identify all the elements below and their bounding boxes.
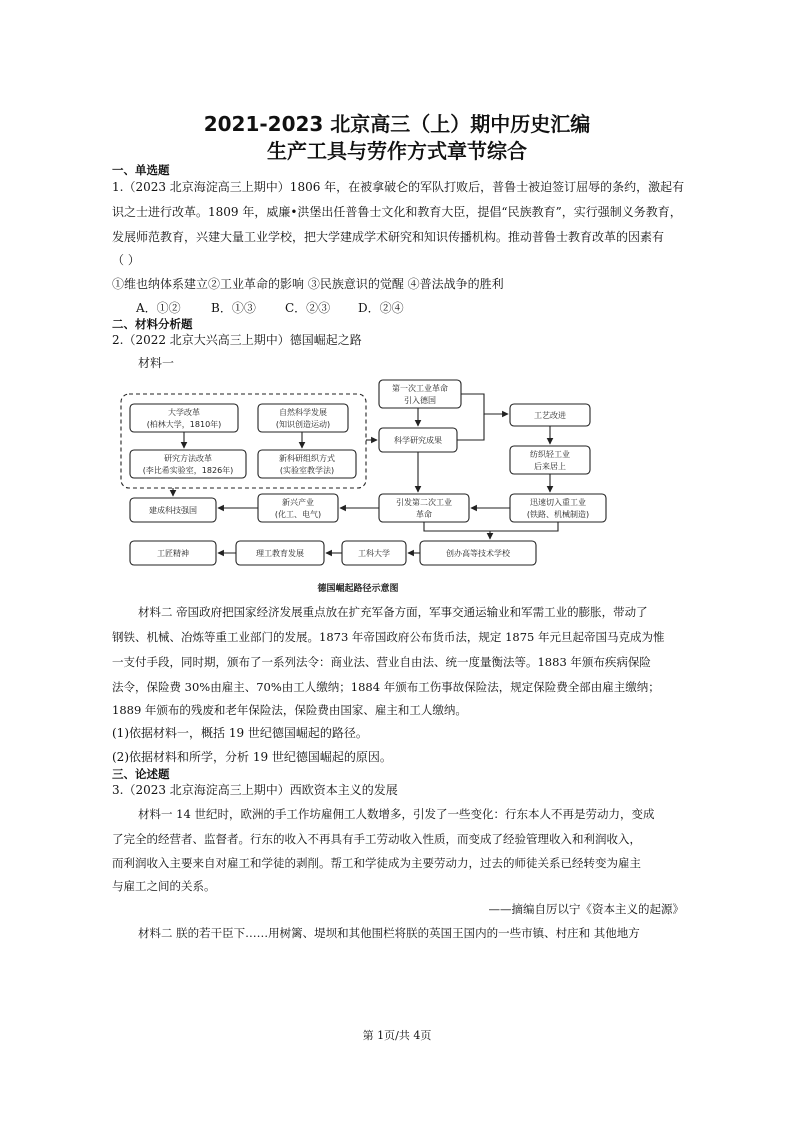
label-science-dev-2: (知识创造运动) [275, 420, 331, 429]
q3-material1-line2: 了完全的经营者、监督者。行东的收入不再具有手工劳动收入性质，而变成了经验管理收入和利润收入， [112, 832, 641, 846]
page-footer: 第 1页/共 4页 [362, 1029, 432, 1042]
label-second-ir-2: 革命 [416, 510, 432, 519]
q2-material2-line5: 1889 年颁布的残废和老年保险法，保险费由国家、雇主和工人缴纳。 [112, 703, 467, 717]
label-research: 科学研究成果 [394, 436, 442, 445]
label-new-method-1: 新科研组织方式 [279, 454, 335, 463]
label-heavy-1: 迅速切入重工业 [530, 498, 586, 507]
q1-option-c: C．②③ [285, 301, 331, 315]
label-eng-univ: 工科大学 [358, 549, 390, 558]
q2-material2-line4: 法令，保险费 30%由雇主、70%由工人缴纳；1884 年颁布工伤事故保险法，规定保险费全部由雇主缴纳； [112, 680, 660, 694]
q3-material1-source: ——摘编自厉以宁《资本主义的起源》 [488, 902, 684, 916]
q3-material1-line1: 材料一 14 世纪时，欧洲的手工作坊雇佣工人数增多，引发了一些变化：行东本人不再是劳动力，变成 [138, 807, 655, 821]
label-method-reform-1: 研究方法改革 [164, 454, 212, 463]
q2-material1-label: 材料一 [138, 356, 175, 370]
label-new-industry-2: (化工、电气) [274, 510, 322, 519]
q2-sub1: (1)依据材料一，概括 19 世纪德国崛起的路径。 [112, 726, 368, 740]
q3-head: 3.（2023 北京海淀高三上期中）西欧资本主义的发展 [112, 783, 398, 797]
q3-material1-line3: 而利润收入主要来自对雇工和学徒的剥削。帮工和学徒成为主要劳动力，过去的师徒关系已经转变为雇主 [112, 856, 641, 870]
label-university-reform-1: 大学改革 [168, 408, 200, 417]
doc-title-line1: 2021-2023 北京高三（上）期中历史汇编 [203, 112, 591, 136]
q2-head: 2.（2022 北京大兴高三上期中）德国崛起之路 [112, 333, 362, 347]
q1-line1: 1.（2023 北京海淀高三上期中）1806 年，在被拿破仑的军队打败后，普鲁士被迫签订屈辱的条约，激起有 [112, 180, 685, 194]
label-textile-2: 后来居上 [534, 462, 566, 471]
q2-material2-line1: 材料二 帝国政府把国家经济发展重点放在扩充军备方面，军事交通运输业和军需工业的膨胀，带动了 [138, 605, 648, 619]
q3-material1-line4: 与雇工之间的关系。 [112, 879, 216, 893]
doc-title-line2: 生产工具与劳作方式章节综合 [267, 139, 527, 163]
q1-option-d: D．②④ [358, 301, 404, 315]
q2-sub2: (2)依据材料和所学，分析 19 世纪德国崛起的原因。 [112, 750, 392, 764]
q1-option-b: B．①③ [211, 301, 256, 315]
label-method-reform-2: (李比希实验室，1826年) [142, 466, 234, 475]
q2-material2-line3: 一支付手段，同时期，颁布了一系列法令：商业法、营业自由法、统一度量衡法等。1883 年颁布疾病保险 [112, 655, 651, 669]
label-new-method-2: (实验室教学法) [279, 466, 335, 475]
q2-material2-line2: 钢铁、机械、冶炼等重工业部门的发展。1873 年帝国政府公布货币法，规定 1875 年元旦起帝国马克成为惟 [112, 630, 665, 644]
q1-line4: （ ） [112, 253, 140, 267]
section-heading-essay: 三、论述题 [112, 767, 170, 781]
label-craft: 工艺改进 [534, 411, 566, 420]
label-first-ir-1: 第一次工业革命 [392, 384, 448, 393]
section-heading-material: 二、材料分析题 [112, 317, 193, 331]
label-sci-edu: 理工教育发展 [256, 549, 304, 558]
q1-line2: 识之士进行改革。1809 年，威廉•洪堡出任普鲁士文化和教育大臣，提倡“民族教育”，实行强制义务教育， [112, 205, 682, 219]
label-textile-1: 纺织轻工业 [530, 450, 570, 459]
diagram-caption: 德国崛起路径示意图 [317, 584, 399, 594]
label-first-ir-2: 引入德国 [404, 396, 436, 405]
label-new-industry-1: 新兴产业 [282, 498, 314, 507]
germany-rise-diagram [118, 376, 618, 598]
q1-items: ①维也纳体系建立②工业革命的影响 ③民族意识的觉醒 ④普法战争的胜利 [112, 277, 504, 291]
label-university-reform-2: (柏林大学，1810年) [146, 420, 222, 429]
label-science-dev-1: 自然科学发展 [279, 408, 327, 417]
label-heavy-2: (铁路、机械制造) [526, 510, 590, 519]
q1-line3: 发展师范教育，兴建大量工业学校，把大学建成学术研究和知识传播机构。推动普鲁士教育改革的因素有 [112, 230, 665, 244]
label-craftsman: 工匠精神 [157, 549, 189, 558]
q1-option-a: A．①② [136, 301, 181, 315]
label-sci-power: 建成科技强国 [149, 506, 197, 515]
section-heading-single-choice: 一、单选题 [112, 163, 170, 177]
label-second-ir-1: 引发第二次工业 [396, 498, 452, 507]
label-tech-schools: 创办高等技术学校 [446, 549, 510, 558]
q3-material2: 材料二 朕的若干臣下……用树篱、堤坝和其他围栏将朕的英国王国内的一些市镇、村庄和 其他地方 [138, 926, 640, 940]
